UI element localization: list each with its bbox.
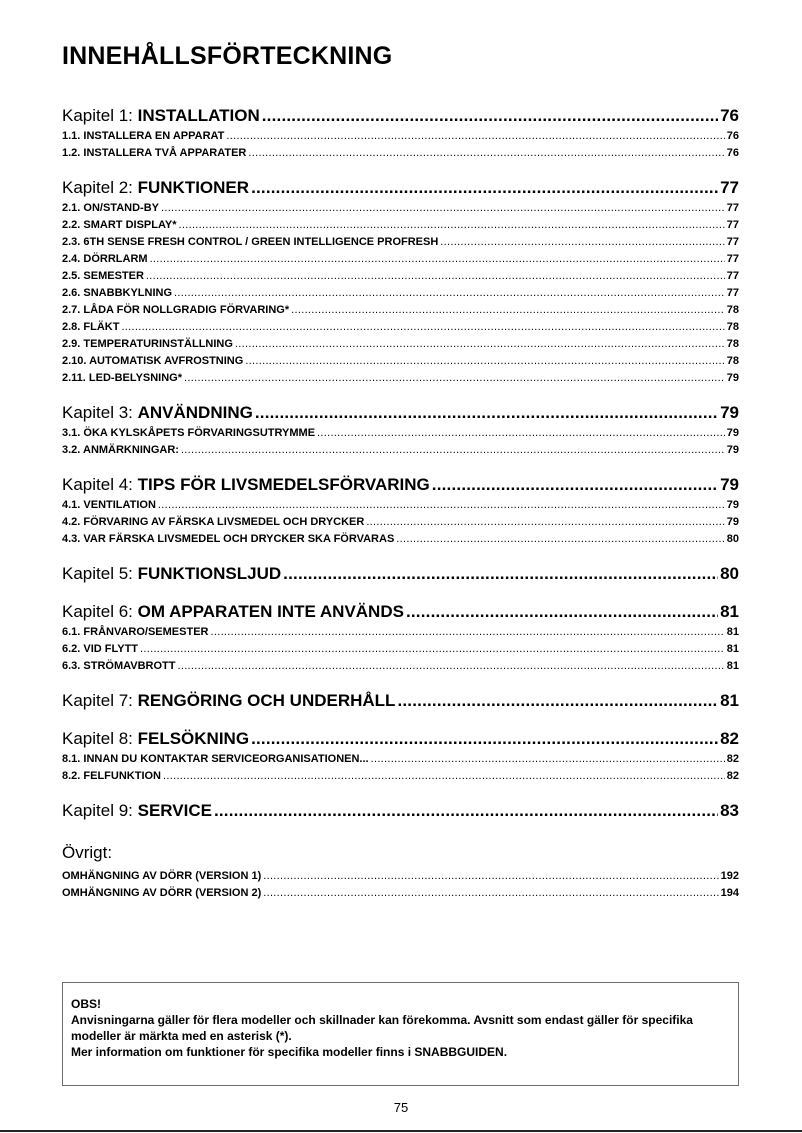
chapter-prefix: Kapitel 9: <box>62 801 138 820</box>
leader-dots <box>184 370 725 387</box>
section-label: 2.8. FLÄKT <box>62 321 120 333</box>
leader-dots <box>255 401 718 425</box>
chapter-entry-5[interactable] <box>62 562 739 586</box>
chapter-entry-8[interactable] <box>62 727 739 751</box>
other-entry[interactable] <box>62 868 739 885</box>
leader-dots <box>263 885 718 902</box>
chapter-page: 82 <box>720 729 739 748</box>
chapter-page: 76 <box>720 106 739 125</box>
section-label: 3.2. ANMÄRKNINGAR: <box>62 444 179 456</box>
leader-dots <box>396 531 724 548</box>
chapter-prefix: Kapitel 4: <box>62 475 138 494</box>
chapter-prefix: Kapitel 6: <box>62 602 138 621</box>
chapter-prefix: Kapitel 8: <box>62 729 138 748</box>
section-label: 1.1. INSTALLERA EN APPARAT <box>62 130 225 142</box>
other-page: 192 <box>720 870 739 882</box>
section-entry[interactable] <box>62 658 739 675</box>
section-label: 2.1. ON/STAND-BY <box>62 202 159 214</box>
leader-dots <box>245 353 724 370</box>
chapter-page: 77 <box>720 178 739 197</box>
leader-dots <box>251 176 718 200</box>
chapter-page: 79 <box>720 475 739 494</box>
section-page: 81 <box>726 660 739 672</box>
section-entry[interactable] <box>62 285 739 302</box>
section-entry[interactable] <box>62 768 739 785</box>
section-page: 78 <box>726 321 739 333</box>
note-heading: OBS! <box>71 997 101 1011</box>
chapter-group-2 <box>62 176 739 387</box>
leader-dots <box>251 727 718 751</box>
other-group <box>62 841 739 902</box>
section-label: 6.2. VID FLYTT <box>62 643 139 655</box>
chapter-prefix: Kapitel 2: <box>62 178 138 197</box>
leader-dots <box>158 497 725 514</box>
leader-dots <box>406 600 718 624</box>
chapter-group-8 <box>62 727 739 785</box>
other-heading: Övrigt: <box>62 843 113 862</box>
section-page: 77 <box>726 270 739 282</box>
section-label: 2.11. LED-BELYSNING* <box>62 372 183 384</box>
chapter-page: 79 <box>720 403 739 422</box>
chapter-group-9 <box>62 799 739 823</box>
leader-dots <box>177 658 724 675</box>
bottom-rule <box>0 1130 802 1132</box>
chapter-entry-3[interactable] <box>62 401 739 425</box>
section-page: 79 <box>726 427 739 439</box>
chapter-entry-1[interactable] <box>62 104 739 128</box>
chapter-group-6 <box>62 600 739 675</box>
chapter-page: 81 <box>720 691 739 710</box>
chapter-page: 83 <box>720 801 739 820</box>
section-page: 82 <box>726 770 739 782</box>
section-entry[interactable] <box>62 217 739 234</box>
section-page: 77 <box>726 287 739 299</box>
section-page: 81 <box>726 643 739 655</box>
section-entry[interactable] <box>62 370 739 387</box>
section-label: 4.1. VENTILATION <box>62 499 156 511</box>
section-entry[interactable] <box>62 751 739 768</box>
leader-dots <box>214 799 718 823</box>
section-label: 1.2. INSTALLERA TVÅ APPARATER <box>62 147 247 159</box>
chapter-prefix: Kapitel 3: <box>62 403 138 422</box>
section-entry[interactable] <box>62 200 739 217</box>
section-entry[interactable] <box>62 641 739 658</box>
leader-dots <box>263 868 718 885</box>
section-page: 76 <box>726 130 739 142</box>
section-label: 4.3. VAR FÄRSKA LIVSMEDEL OCH DRYCKER SKA FÖRVARAS <box>62 533 395 545</box>
chapter-page: 80 <box>720 564 739 583</box>
leader-dots <box>317 425 725 442</box>
section-label: 6.1. FRÅNVARO/SEMESTER <box>62 626 209 638</box>
section-page: 78 <box>726 338 739 350</box>
leader-dots <box>235 336 725 353</box>
section-entry[interactable] <box>62 128 739 145</box>
chapter-title: FUNKTIONER <box>137 178 250 197</box>
section-page: 82 <box>726 753 739 765</box>
leader-dots <box>440 234 724 251</box>
chapter-entry-9[interactable] <box>62 799 739 823</box>
other-label: OMHÄNGNING AV DÖRR (VERSION 1) <box>62 870 262 882</box>
chapter-title: INSTALLATION <box>137 106 260 125</box>
section-page: 77 <box>726 219 739 231</box>
chapter-entry-7[interactable] <box>62 689 739 713</box>
section-page: 79 <box>726 444 739 456</box>
leader-dots <box>226 128 724 145</box>
leader-dots <box>150 251 725 268</box>
leader-dots <box>163 768 725 785</box>
section-page: 80 <box>726 533 739 545</box>
chapter-entry-6[interactable] <box>62 600 739 624</box>
leader-dots <box>161 200 725 217</box>
section-entry[interactable] <box>62 514 739 531</box>
section-entry[interactable] <box>62 624 739 641</box>
chapter-prefix: Kapitel 7: <box>62 691 138 710</box>
table-of-contents <box>62 104 739 916</box>
section-entry[interactable] <box>62 531 739 548</box>
section-entry[interactable] <box>62 268 739 285</box>
section-page: 79 <box>726 372 739 384</box>
section-entry[interactable] <box>62 145 739 162</box>
chapter-title: ANVÄNDNING <box>137 403 253 422</box>
page-number: 75 <box>393 1100 409 1115</box>
section-page: 79 <box>726 516 739 528</box>
chapter-group-7 <box>62 689 739 713</box>
section-entry[interactable] <box>62 353 739 370</box>
section-label: 2.6. SNABBKYLNING <box>62 287 173 299</box>
section-label: 8.1. INNAN DU KONTAKTAR SERVICEORGANISATIONEN... <box>62 753 369 765</box>
chapter-title: TIPS FÖR LIVSMEDELSFÖRVARING <box>137 475 430 494</box>
note-box <box>62 982 739 1086</box>
section-label: 2.10. AUTOMATISK AVFROSTNING <box>62 355 244 367</box>
chapter-title: RENGÖRING OCH UNDERHÅLL <box>137 691 396 710</box>
leader-dots <box>179 217 725 234</box>
leader-dots <box>181 442 725 459</box>
section-page: 77 <box>726 236 739 248</box>
chapter-group-3 <box>62 401 739 459</box>
section-entry[interactable] <box>62 234 739 251</box>
chapter-entry-4[interactable] <box>62 473 739 497</box>
note-text-2: Mer information om funktioner för specifika modeller finns i SNABBGUIDEN. <box>71 1045 508 1059</box>
section-page: 77 <box>726 202 739 214</box>
chapter-title: FUNKTIONSLJUD <box>137 564 282 583</box>
leader-dots <box>121 319 724 336</box>
section-label: 2.2. SMART DISPLAY* <box>62 219 177 231</box>
leader-dots <box>146 268 725 285</box>
section-page: 78 <box>726 355 739 367</box>
leader-dots <box>174 285 725 302</box>
note-text-1: Anvisningarna gäller för flera modeller och skillnader kan förekomma. Avsnitt som endast gäller för specifika modeller är märkta med en asterisk (*). <box>71 1013 693 1043</box>
section-page: 78 <box>726 304 739 316</box>
chapter-entry-2[interactable] <box>62 176 739 200</box>
section-label: 2.3. 6TH SENSE FRESH CONTROL / GREEN INTELLIGENCE PROFRESH <box>62 236 439 248</box>
section-page: 79 <box>726 499 739 511</box>
section-entry[interactable] <box>62 336 739 353</box>
section-entry[interactable] <box>62 251 739 268</box>
leader-dots <box>140 641 725 658</box>
leader-dots <box>432 473 718 497</box>
leader-dots <box>262 104 718 128</box>
other-label: OMHÄNGNING AV DÖRR (VERSION 2) <box>62 887 262 899</box>
section-page: 76 <box>726 147 739 159</box>
section-page: 77 <box>726 253 739 265</box>
section-entry[interactable] <box>62 497 739 514</box>
section-entry[interactable] <box>62 425 739 442</box>
other-page: 194 <box>720 887 739 899</box>
chapter-group-5 <box>62 562 739 586</box>
chapter-page: 81 <box>720 602 739 621</box>
leader-dots <box>371 751 725 768</box>
section-page: 81 <box>726 626 739 638</box>
section-label: 2.4. DÖRRLARM <box>62 253 148 265</box>
leader-dots <box>248 145 724 162</box>
section-label: 8.2. FELFUNKTION <box>62 770 162 782</box>
section-label: 3.1. ÖKA KYLSKÅPETS FÖRVARINGSUTRYMME <box>62 427 316 439</box>
other-entry[interactable] <box>62 885 739 902</box>
leader-dots <box>211 624 725 641</box>
chapter-group-4 <box>62 473 739 548</box>
chapter-prefix: Kapitel 1: <box>62 106 138 125</box>
page-title: INNEHÅLLSFÖRTECKNING <box>62 42 393 70</box>
section-entry[interactable] <box>62 442 739 459</box>
chapter-title: SERVICE <box>137 801 212 820</box>
section-entry[interactable] <box>62 319 739 336</box>
chapter-title: OM APPARATEN INTE ANVÄNDS <box>137 602 404 621</box>
section-label: 2.7. LÅDA FÖR NOLLGRADIG FÖRVARING* <box>62 304 290 316</box>
leader-dots <box>397 689 718 713</box>
section-entry[interactable] <box>62 302 739 319</box>
chapter-group-1 <box>62 104 739 162</box>
leader-dots <box>366 514 724 531</box>
leader-dots <box>283 562 718 586</box>
section-label: 2.5. SEMESTER <box>62 270 144 282</box>
chapter-prefix: Kapitel 5: <box>62 564 138 583</box>
chapter-title: FELSÖKNING <box>137 729 250 748</box>
section-label: 2.9. TEMPERATURINSTÄLLNING <box>62 338 233 350</box>
leader-dots <box>291 302 725 319</box>
section-label: 4.2. FÖRVARING AV FÄRSKA LIVSMEDEL OCH DRYCKER <box>62 516 365 528</box>
section-label: 6.3. STRÖMAVBROTT <box>62 660 176 672</box>
